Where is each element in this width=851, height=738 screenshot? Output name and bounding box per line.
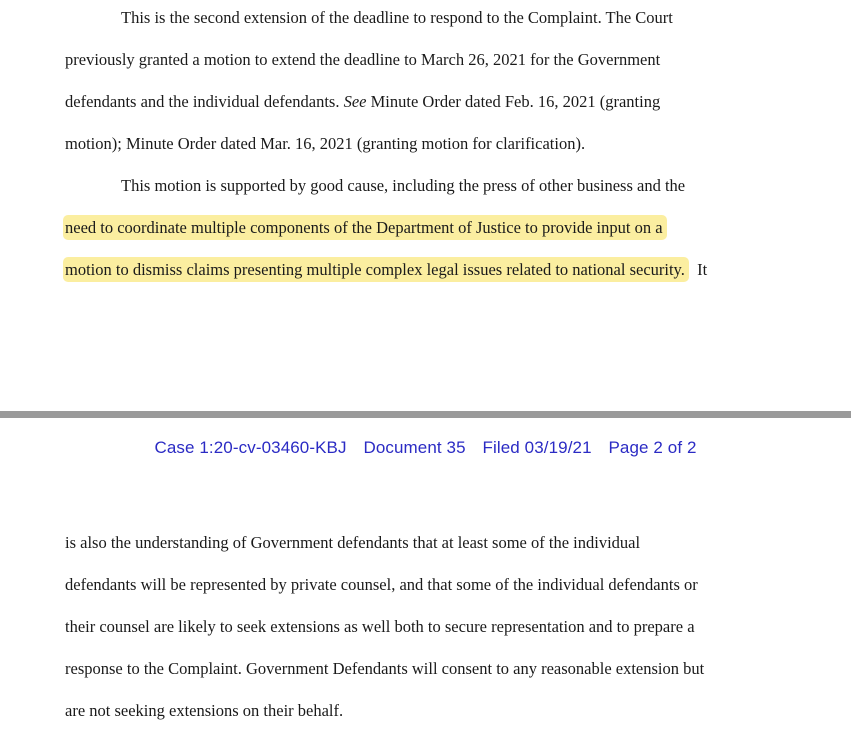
highlighted-text: motion to dismiss claims presenting multiple complex legal issues related to national security. bbox=[63, 257, 689, 282]
line-text: Minute Order dated Feb. 16, 2021 (granting bbox=[366, 92, 661, 111]
page-2-line: response to the Complaint. Government Defendants will consent to any reasonable extension but bbox=[65, 659, 705, 678]
paragraph-1-line-3 bbox=[65, 92, 660, 112]
case-number: Case 1:20-cv-03460-KBJ bbox=[154, 438, 347, 457]
page-2-line: is also the understanding of Government defendants that at least some of the individual bbox=[65, 533, 641, 552]
citation-signal: See bbox=[343, 92, 367, 111]
paragraph-1-line-4: motion); Minute Order dated Mar. 16, 2021 (granting motion for clarification). bbox=[65, 134, 586, 153]
paragraph-1-line-2: previously granted a motion to extend the deadline to March 26, 2021 for the Government bbox=[65, 50, 661, 69]
page-divider bbox=[0, 411, 851, 418]
page-number: Page 2 of 2 bbox=[608, 438, 697, 457]
line-text: It bbox=[697, 260, 708, 279]
page-2-line: their counsel are likely to seek extensions as well both to secure representation and to prepare a bbox=[65, 617, 695, 636]
paragraph-2-line-1: This motion is supported by good cause, including the press of other business and the bbox=[121, 176, 686, 195]
document-number: Document 35 bbox=[363, 438, 466, 457]
line-text: defendants and the individual defendants. bbox=[65, 92, 344, 111]
page-2-line: are not seeking extensions on their behalf. bbox=[65, 701, 344, 720]
page-2-line: defendants will be represented by private counsel, and that some of the individual defendants or bbox=[65, 575, 698, 594]
paragraph-2-line-3 bbox=[65, 260, 707, 280]
case-header bbox=[0, 438, 851, 458]
paragraph-2-line-2 bbox=[65, 218, 667, 238]
highlighted-text: need to coordinate multiple components of the Department of Justice to provide input on a bbox=[63, 215, 667, 240]
paragraph-1-line-1: This is the second extension of the deadline to respond to the Complaint. The Court bbox=[121, 8, 673, 27]
filed-date: Filed 03/19/21 bbox=[482, 438, 592, 457]
